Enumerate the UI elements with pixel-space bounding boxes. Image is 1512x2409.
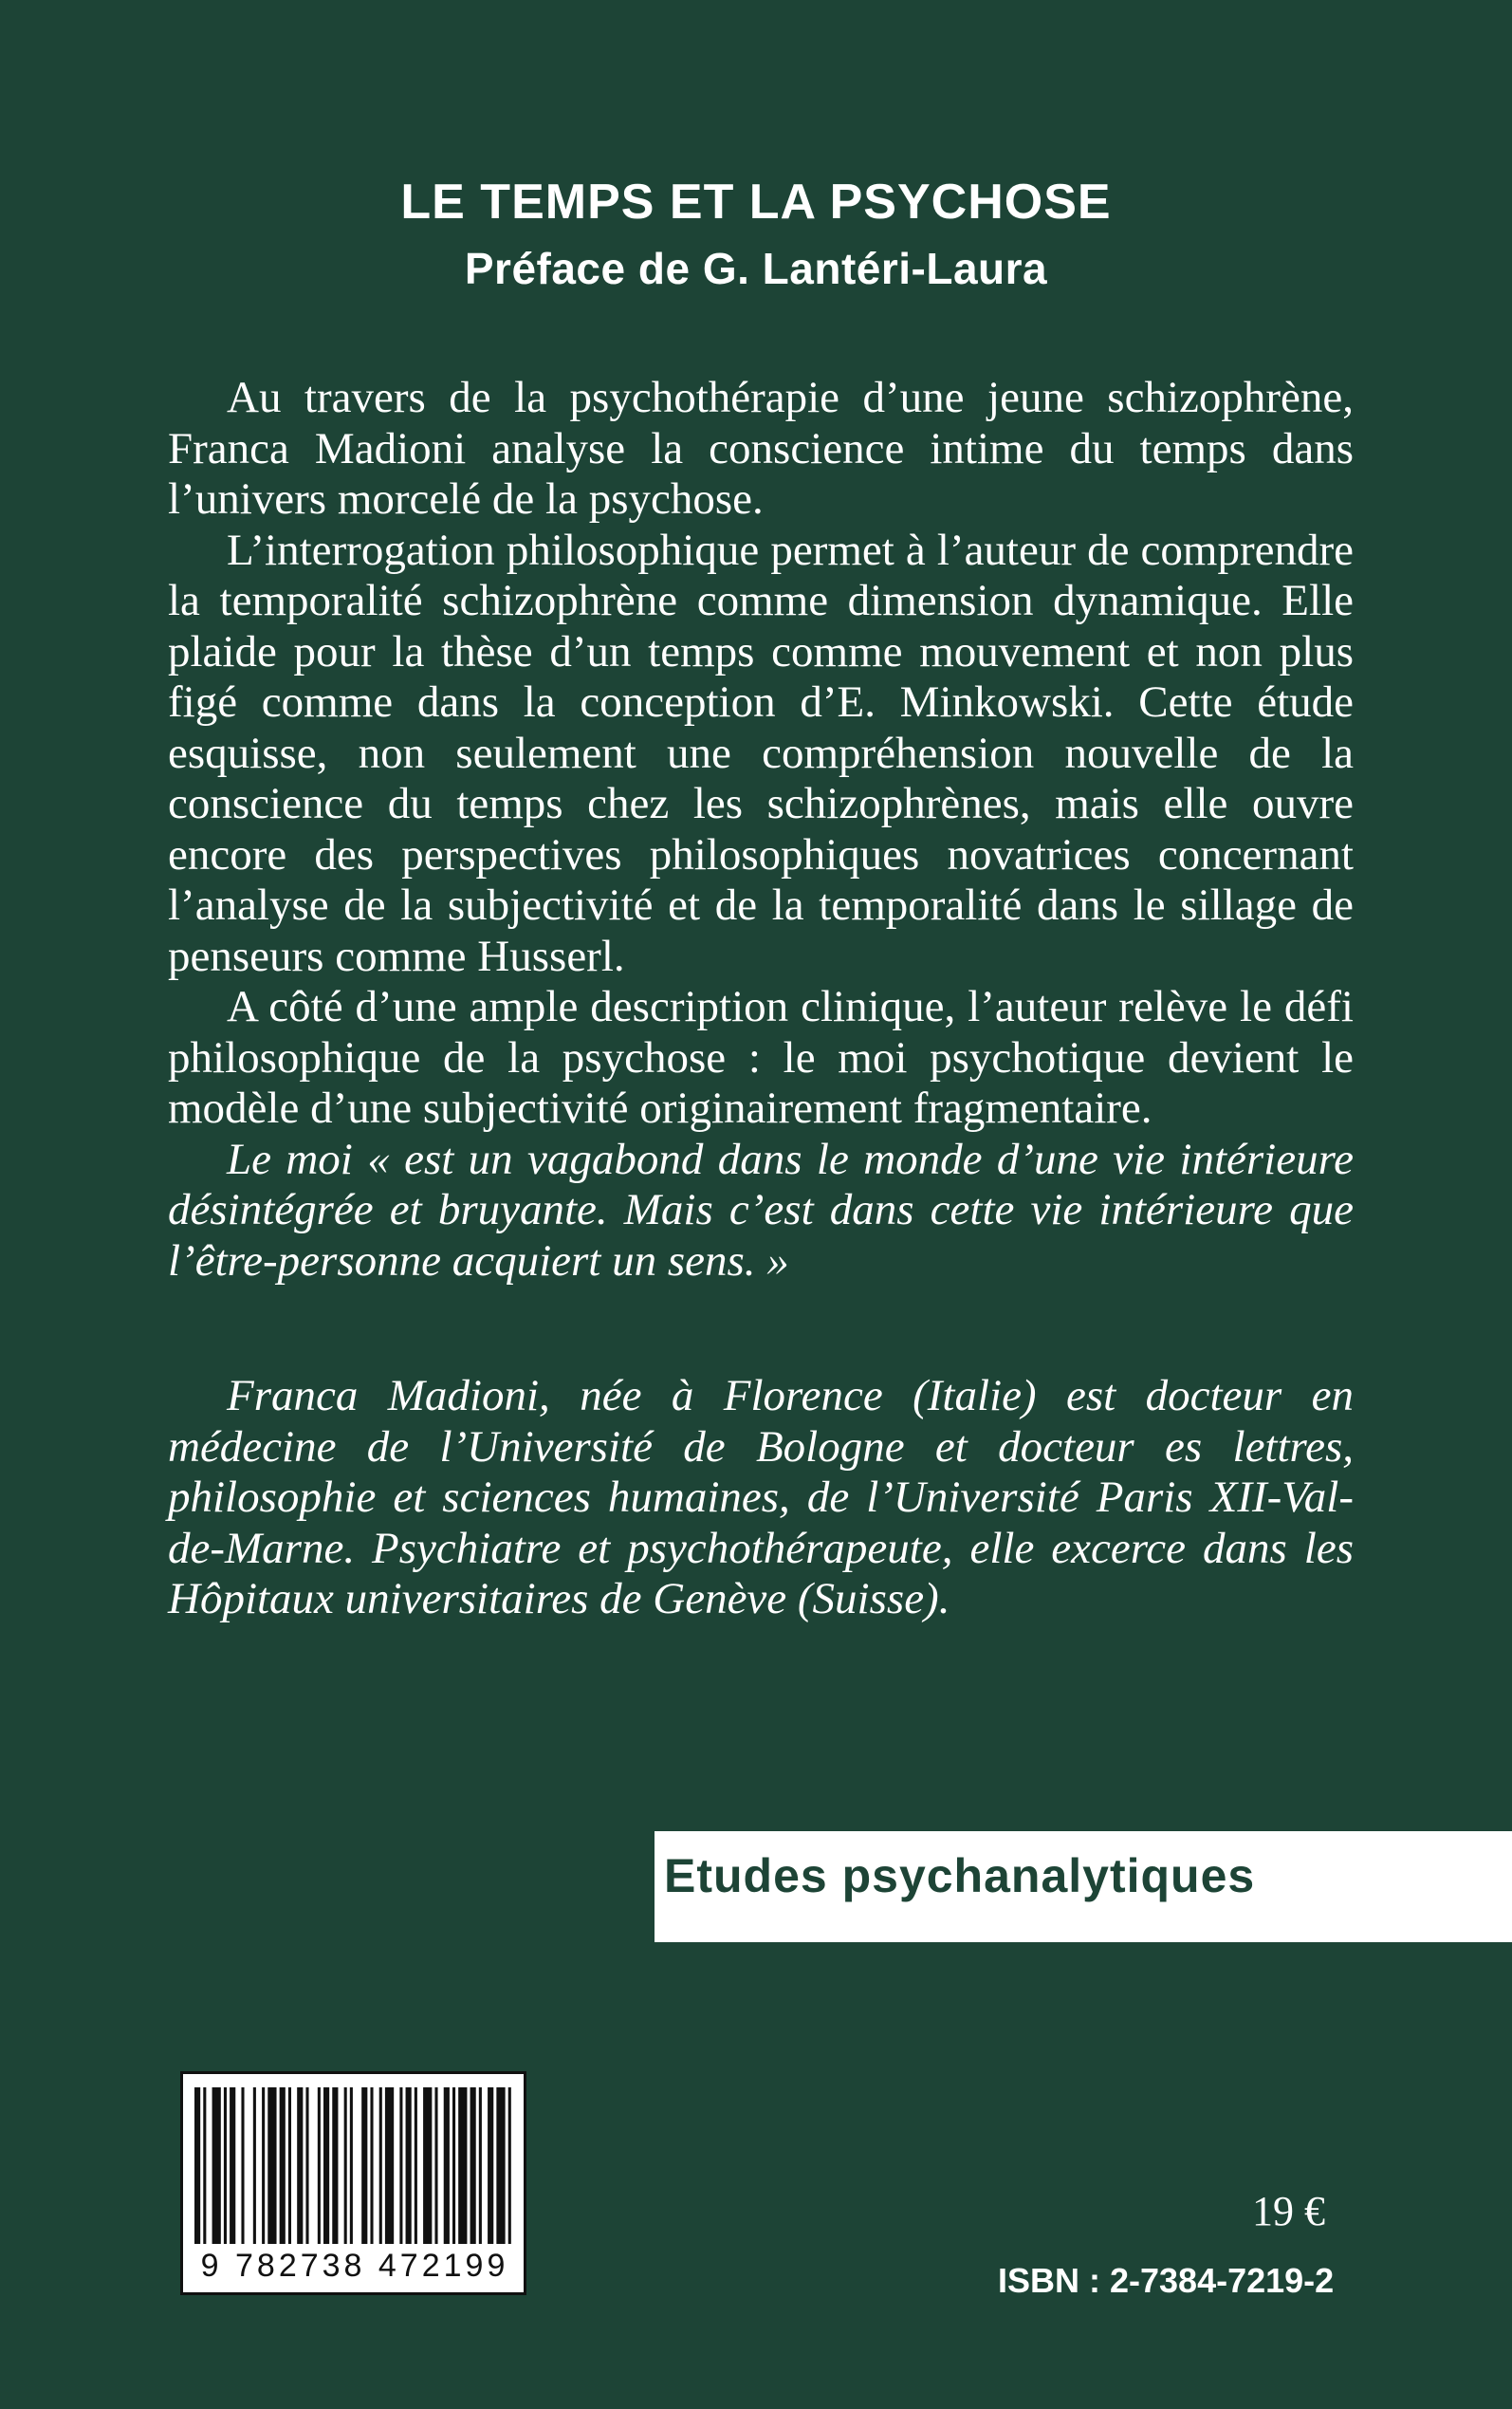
barcode-bar: [267, 2087, 276, 2244]
barcode-number: 9 782738 472199: [200, 2248, 509, 2284]
isbn: ISBN : 2-7384-7219-2: [998, 2261, 1335, 2300]
barcode-bar: [212, 2087, 221, 2244]
barcode: [180, 2071, 526, 2295]
barcode-bar: [470, 2087, 476, 2244]
description-paragraph: A côté d’une ample description clinique, l’auteur relève le défi philosophique de la psychose : le moi psychotique devient le modèle d’une subjectivité originairement fragmentaire.: [168, 982, 1354, 1133]
preface-credit: Préface de G. Lantéri-Laura: [464, 244, 1048, 293]
barcode-bar: [262, 2087, 265, 2244]
barcode-bar: [224, 2087, 227, 2244]
book-description: [168, 373, 1354, 1287]
barcode-bar: [288, 2087, 291, 2244]
barcode-bar: [399, 2087, 402, 2244]
barcode-bars: [194, 2087, 517, 2244]
barcode-bar: [508, 2087, 511, 2244]
author-bio: [168, 1371, 1354, 1625]
barcode-bar: [434, 2087, 437, 2244]
barcode-bar: [344, 2087, 347, 2244]
barcode-bar: [496, 2087, 505, 2244]
barcode-bar: [253, 2087, 256, 2244]
barcode-bar: [452, 2087, 455, 2244]
barcode-bar: [280, 2087, 286, 2244]
barcode-bar: [458, 2087, 467, 2244]
barcode-bar: [361, 2087, 367, 2244]
barcode-bar: [332, 2087, 338, 2244]
barcode-bar: [323, 2087, 329, 2244]
barcode-bar: [318, 2087, 321, 2244]
barcode-bar: [370, 2087, 373, 2244]
book-title: LE TEMPS ET LA PSYCHOSE: [400, 175, 1112, 230]
barcode-bar: [479, 2087, 482, 2244]
barcode-bar: [415, 2087, 417, 2244]
barcode-bar: [203, 2087, 206, 2244]
barcode-bar: [423, 2087, 432, 2244]
barcode-bar: [406, 2087, 412, 2244]
price: 19 €: [1252, 2188, 1325, 2234]
barcode-bar: [230, 2087, 235, 2244]
description-paragraph: L’interrogation philosophique permet à l’auteur de comprendre la temporalité schizophrène comme dimension dynamique. Elle plaide pour la thèse d’un temps comme mouvement et non plus figé comme dans la conception d’E. Minkowski. Cette étude esquisse, non seulement une compréhension nouvelle de la conscience du temps chez les schizophrènes, mais elle ouvre encore des perspectives philosophiques novatrices concernant l’analyse de la subjectivité et de la temporalité dans le sillage de penseurs comme Husserl.: [168, 525, 1354, 981]
barcode-bar: [488, 2087, 493, 2244]
barcode-bar: [385, 2087, 394, 2244]
barcode-bar: [194, 2087, 200, 2244]
author-bio-text: Franca Madioni, née à Florence (Italie) est docteur en médecine de l’Université de Bologne et docteur es lettres, philosophie et sciences humaines, de l’Université Paris XII-Val-de-Marne. Psychiatre et psychothérapeute, elle excerce dans les Hôpitaux universitaires de Genève (Suisse).: [168, 1371, 1354, 1623]
barcode-bar: [305, 2087, 308, 2244]
description-quote: Le moi « est un vagabond dans le monde d’une vie intérieure désintégrée et bruyante. Mais c’est dans cette vie intérieure que l’être-personne acquiert un sens. »: [168, 1134, 1354, 1286]
barcode-bar: [297, 2087, 303, 2244]
series-label: Etudes psychanalytiques: [664, 1849, 1256, 1902]
description-paragraph: Au travers de la psychothérapie d’une jeune schizophrène, Franca Madioni analyse la conscience intime du temps dans l’univers morcelé de la psychose.: [168, 373, 1354, 524]
barcode-bar: [241, 2087, 244, 2244]
barcode-bar: [379, 2087, 382, 2244]
barcode-bar: [444, 2087, 450, 2244]
barcode-bar: [350, 2087, 353, 2244]
